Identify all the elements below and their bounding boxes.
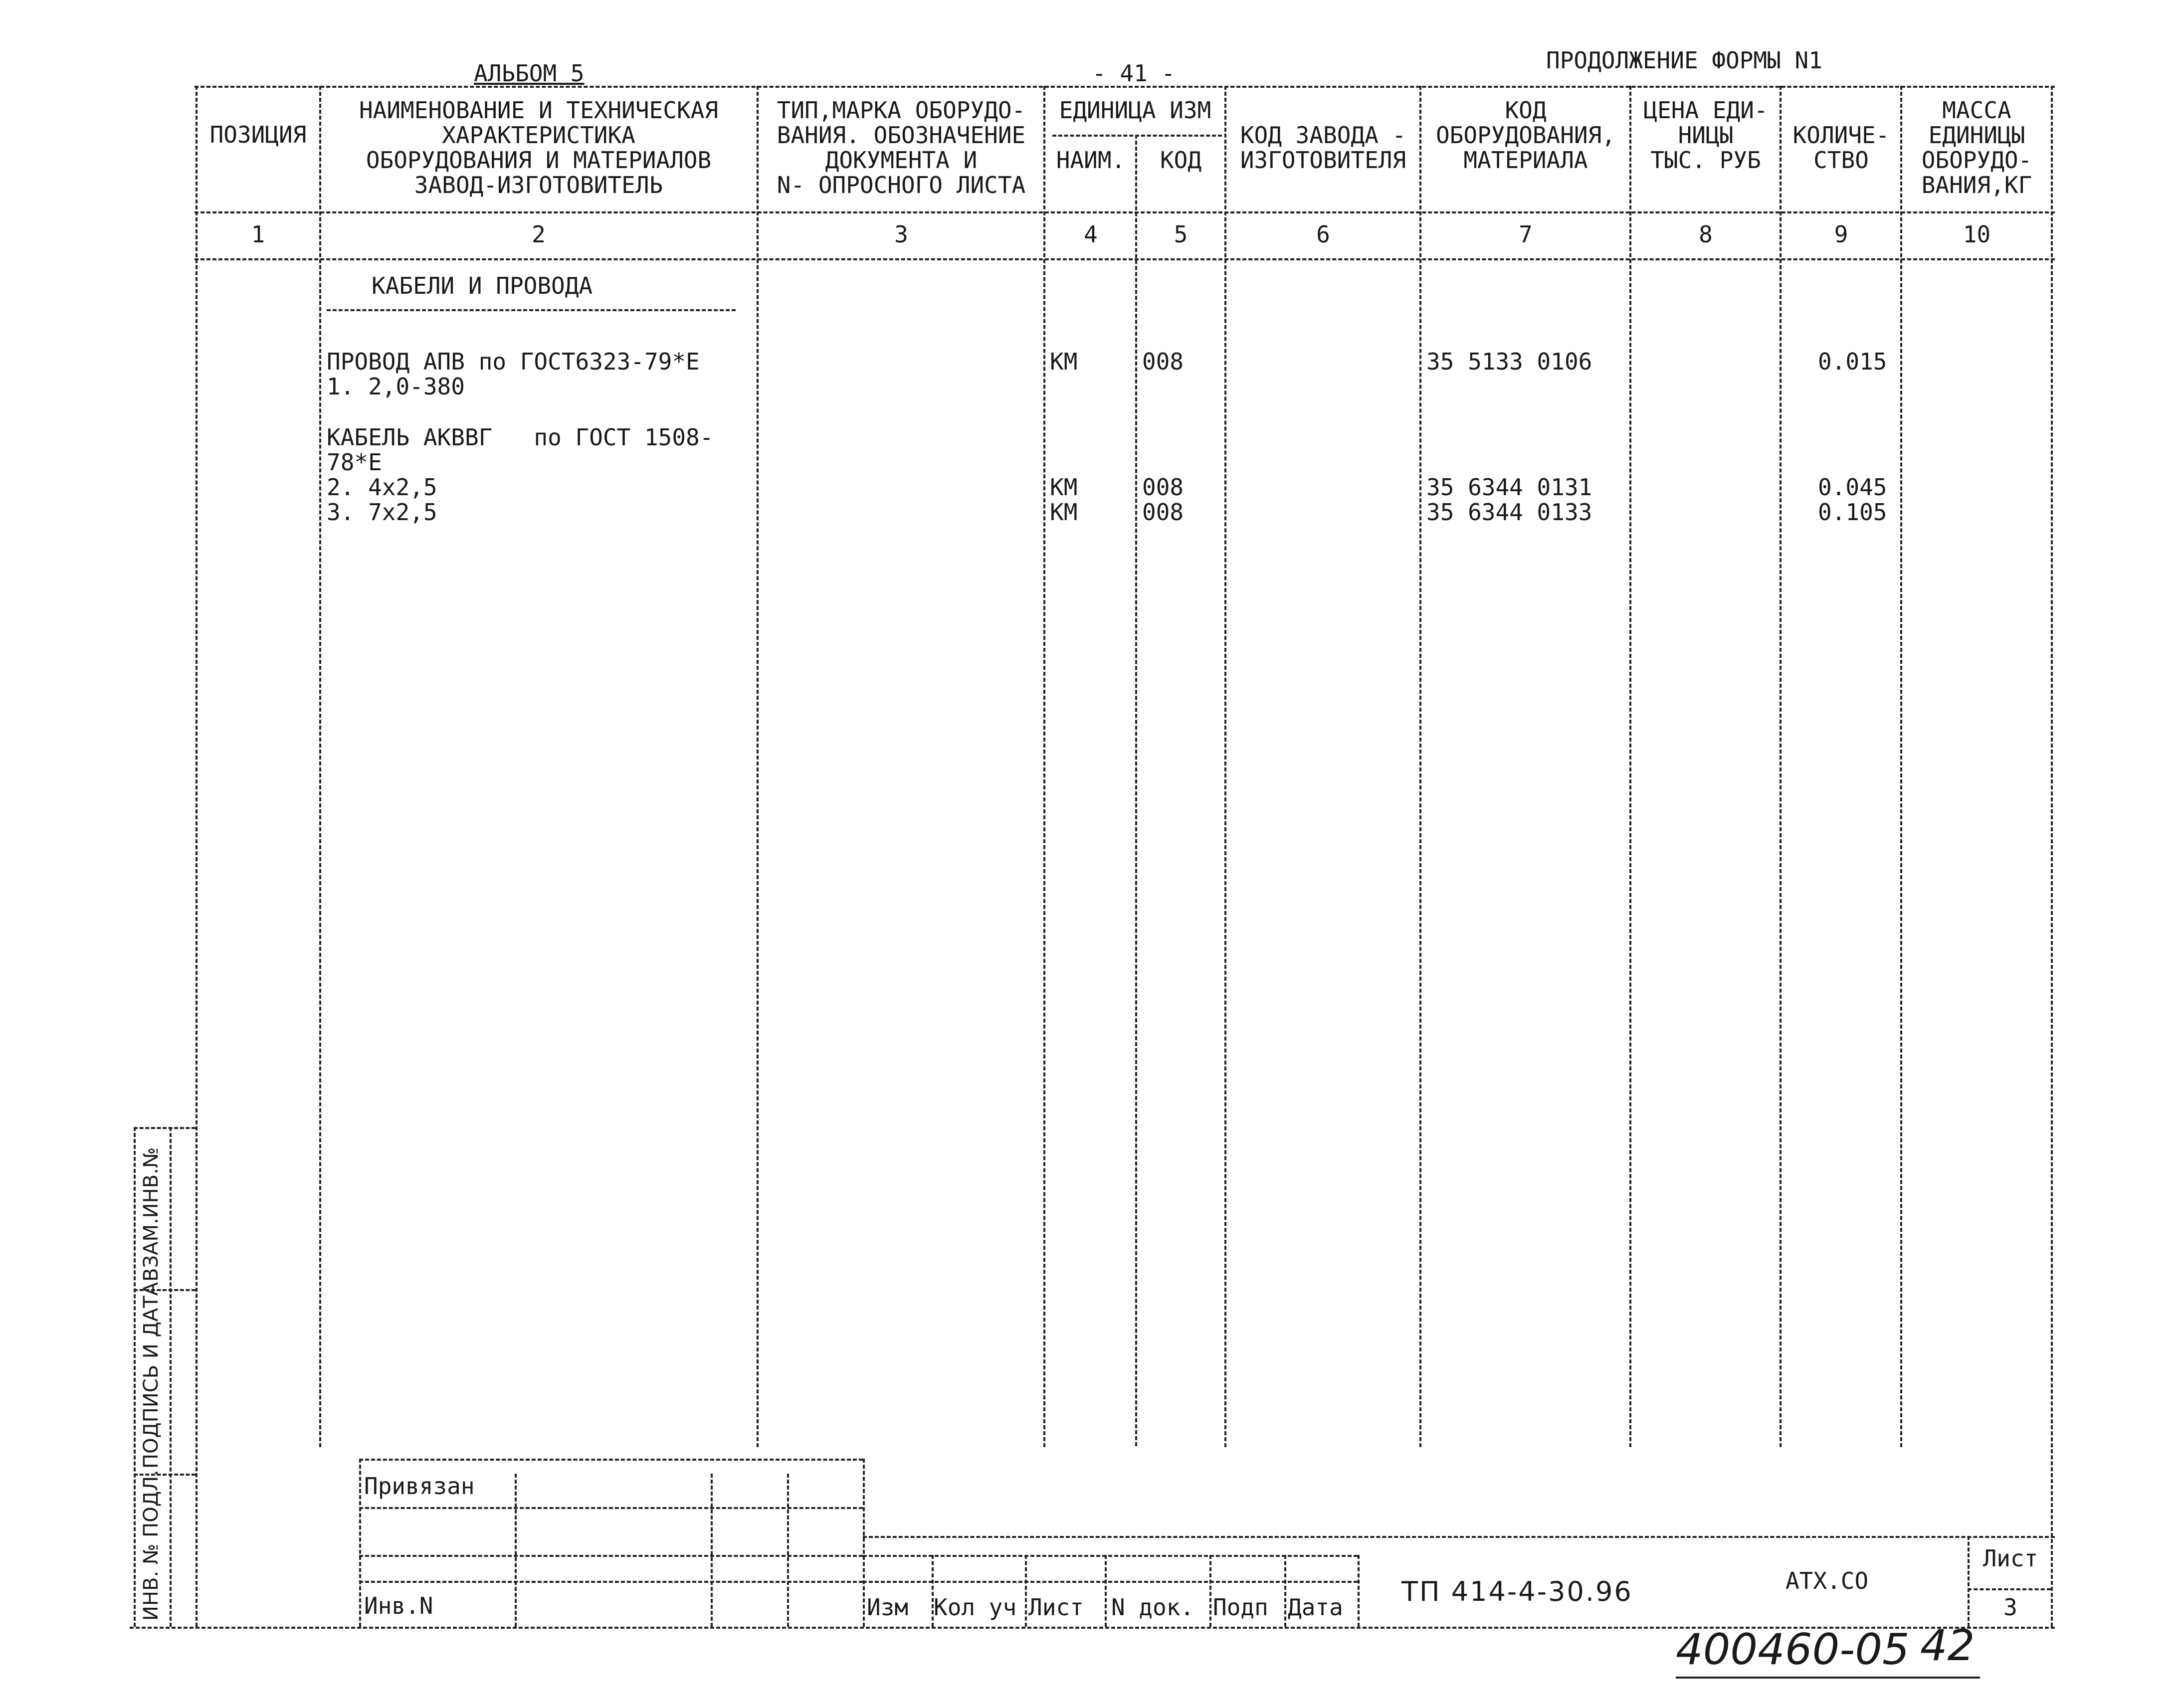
title-block-line xyxy=(863,1536,2055,1538)
col-border-3 xyxy=(1043,86,1045,1447)
archive-underline xyxy=(1676,1677,1980,1679)
header-col-8-line: НИЦЫ xyxy=(1678,122,1734,149)
unit-group-line xyxy=(1052,135,1222,137)
col-border-9 xyxy=(1900,86,1902,1447)
col-number: 2 xyxy=(532,221,546,248)
col-number: 5 xyxy=(1174,221,1188,248)
title-block-line xyxy=(787,1474,789,1627)
title-block-line xyxy=(515,1474,517,1627)
header-col-2-line: ХАРАКТЕРИСТИКА xyxy=(442,122,635,149)
title-block-line xyxy=(863,1555,1358,1557)
side-stamp-vzam-inv: ВЗАМ.ИНВ.№ xyxy=(140,1147,163,1282)
inv-n-label: Инв.N xyxy=(364,1592,433,1619)
col-number: 6 xyxy=(1316,221,1330,248)
header-col-2-line: ЗАВОД-ИЗГОТОВИТЕЛЬ xyxy=(414,172,663,198)
archive-page: 42 xyxy=(1920,1621,1975,1671)
col-number: 1 xyxy=(251,221,265,248)
header-col-10-line: ВАНИЯ,КГ xyxy=(1921,172,2032,198)
section-title: КАБЕЛИ И ПРОВОДА xyxy=(372,272,593,299)
item-material-code: 35 5133 0106 xyxy=(1426,348,1592,375)
sheet-number: 3 xyxy=(2003,1594,2017,1621)
side-stamp-top-line xyxy=(134,1127,196,1129)
sheet-label: Лист xyxy=(1982,1545,2038,1572)
header-col-6-line: ИЗГОТОВИТЕЛЯ xyxy=(1240,147,1406,174)
header-col-9-line: КОЛИЧЕ- xyxy=(1792,122,1890,149)
item-unit-code: 008 xyxy=(1142,348,1184,375)
header-col-7-line: МАТЕРИАЛА xyxy=(1463,147,1588,174)
col-border-2 xyxy=(757,86,759,1447)
item-unit: КМ xyxy=(1050,499,1078,526)
item-unit-code: 008 xyxy=(1142,499,1184,526)
col-number: 10 xyxy=(1963,221,1991,248)
item-name-line: 3. 7х2,5 xyxy=(327,499,437,526)
header-col-3-line: ДОКУМЕНТА И xyxy=(825,147,978,174)
header-col-3-line: ВАНИЯ. ОБОЗНАЧЕНИЕ xyxy=(777,122,1026,149)
item-name-line: 78*Е xyxy=(327,449,382,476)
col-number: 7 xyxy=(1519,221,1533,248)
col-border-4 xyxy=(1135,135,1137,1446)
album-label: АЛЬБОМ 5 xyxy=(474,60,585,87)
item-unit-code: 008 xyxy=(1142,474,1184,501)
item-unit: КМ xyxy=(1050,474,1078,501)
item-quantity: 0.105 xyxy=(1818,499,1887,526)
section-underline xyxy=(327,309,736,311)
item-name-line: ПРОВОД АПВ по ГОСТ6323-79*Е xyxy=(327,348,700,375)
header-col-2-line: ОБОРУДОВАНИЯ И МАТЕРИАЛОВ xyxy=(366,147,712,174)
side-stamp-left-line xyxy=(134,1127,136,1627)
side-stamp-signature-date: ПОДПИСЬ И ДАТА xyxy=(140,1282,163,1469)
header-col-10-line: ЕДИНИЦЫ xyxy=(1928,122,2025,149)
item-name-line: 1. 2,0-380 xyxy=(327,373,465,400)
item-quantity: 0.015 xyxy=(1818,348,1887,375)
header-col-8-line: ТЫС. РУБ xyxy=(1650,147,1761,174)
item-material-code: 35 6344 0131 xyxy=(1426,474,1592,501)
col-number: 4 xyxy=(1084,221,1098,248)
header-col-7-line: КОД xyxy=(1505,97,1547,124)
podp-label: Подп xyxy=(1213,1594,1268,1621)
item-material-code: 35 6344 0133 xyxy=(1426,499,1592,526)
title-block-line xyxy=(1025,1555,1027,1627)
item-name-line: 2. 4х2,5 xyxy=(327,474,437,501)
item-quantity: 0.045 xyxy=(1818,474,1887,501)
title-block-line xyxy=(863,1581,1358,1583)
table-top-line xyxy=(195,86,2055,88)
izm-label: Изм xyxy=(867,1594,909,1621)
header-bottom-line xyxy=(195,211,2055,213)
header-col-3-line: N- ОПРОСНОГО ЛИСТА xyxy=(777,172,1026,198)
col-border-5 xyxy=(1224,86,1226,1447)
number-row-bottom-line xyxy=(195,258,2055,260)
header-col-9-line: СТВО xyxy=(1813,147,1869,174)
item-unit: КМ xyxy=(1050,348,1078,375)
title-block-line xyxy=(1968,1536,1970,1627)
title-block-line xyxy=(1284,1555,1286,1627)
title-block-line xyxy=(711,1474,713,1627)
col-border-right xyxy=(2051,86,2053,1627)
privyazan-label: Привязан xyxy=(364,1473,475,1500)
item-name-line: КАБЕЛЬ АКВВГ по ГОСТ 1508- xyxy=(327,424,714,451)
n-dok-label: N док. xyxy=(1111,1594,1194,1621)
document-mark: АТХ.СО xyxy=(1785,1567,1869,1594)
kol-uch-label: Кол уч xyxy=(934,1594,1017,1621)
header-col-5: КОД xyxy=(1160,147,1202,174)
title-block-line xyxy=(863,1459,865,1627)
header-col-2-line: НАИМЕНОВАНИЕ И ТЕХНИЧЕСКАЯ xyxy=(359,97,719,124)
header-col-7-line: ОБОРУДОВАНИЯ, xyxy=(1435,122,1616,149)
title-block-line xyxy=(1209,1555,1211,1627)
title-block-line xyxy=(359,1459,863,1461)
header-col-6-line: КОД ЗАВОДА - xyxy=(1240,122,1406,149)
document-code: ТП 414-4-30.96 xyxy=(1401,1576,1633,1607)
col-border-8 xyxy=(1780,86,1782,1447)
title-block-line xyxy=(1105,1555,1107,1627)
col-border-6 xyxy=(1419,86,1421,1447)
header-col-3-line: ТИП,МАРКА ОБОРУДО- xyxy=(777,97,1026,124)
header-unit-group: ЕДИНИЦА ИЗМ xyxy=(1059,97,1211,124)
header-col-1: ПОЗИЦИЯ xyxy=(209,121,307,148)
col-number: 8 xyxy=(1699,221,1713,248)
data-label: Дата xyxy=(1288,1594,1343,1621)
col-border-1 xyxy=(319,86,321,1447)
title-block-line xyxy=(359,1459,361,1627)
col-border-7 xyxy=(1629,86,1631,1447)
list-label: Лист xyxy=(1028,1594,1084,1621)
side-stamp-inv-podl: ИНВ. № ПОДЛ. xyxy=(140,1470,163,1621)
header-col-4: НАИМ. xyxy=(1056,147,1126,174)
col-number: 9 xyxy=(1834,221,1848,248)
col-border-left xyxy=(196,86,198,1627)
form-title: ПРОДОЛЖЕНИЕ ФОРМЫ N1 xyxy=(1546,47,1822,74)
col-number: 3 xyxy=(894,221,908,248)
title-block-line xyxy=(1968,1588,2051,1590)
side-stamp-right-line xyxy=(170,1127,172,1627)
title-block-line xyxy=(1358,1555,1360,1627)
header-col-10-line: МАССА xyxy=(1942,97,2011,124)
header-col-10-line: ОБОРУДО- xyxy=(1921,147,2032,174)
page-number: - 41 - xyxy=(1092,60,1176,87)
header-col-8-line: ЦЕНА ЕДИ- xyxy=(1643,97,1768,124)
archive-number: 400460-05 xyxy=(1676,1625,1910,1675)
